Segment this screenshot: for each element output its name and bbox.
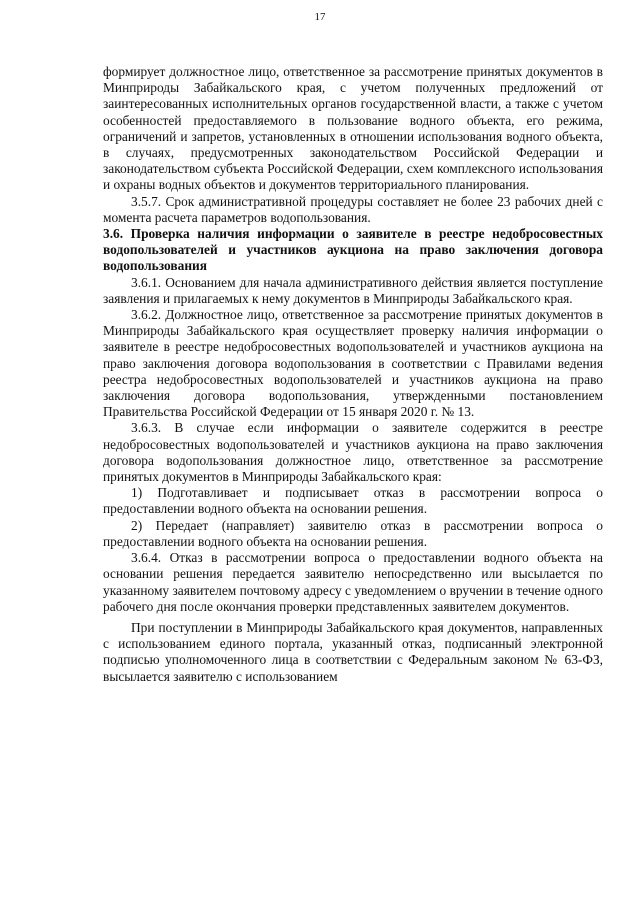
section-heading-3-6: 3.6. Проверка наличия информации о заявителе в реестре недобросовестных водопользователей и участников аукциона на право заключения договора водопользования <box>103 226 603 274</box>
list-item-1: 1) Подготавливает и подписывает отказ в рассмотрении вопроса о предоставлении водного объекта на основании решения. <box>103 485 603 517</box>
paragraph-continuation: формирует должностное лицо, ответственное за рассмотрение принятых документов в Минприроды Забайкальского края, с учетом полученных предложений от заинтересованных исполнительных органов государственной власти, а также с учетом особенностей предоставляемого в пользование водного объекта, его режима, ограничений и запретов, установленных в отношении использования водного объекта, в случаях, предусмотренных законодательством Российской Федерации и законодательством субъекта Российской Федерации, схем комплексного использования и охраны водных объектов и документов территориального планирования. <box>103 64 603 193</box>
document-body <box>103 64 603 685</box>
page-number: 17 <box>314 11 326 23</box>
paragraph-3-5-7: 3.5.7. Срок административной процедуры составляет не более 23 рабочих дней с момента расчета параметров водопользования. <box>103 193 603 225</box>
paragraph-portal-submission: При поступлении в Минприроды Забайкальского края документов, направленных с использованием единого портала, указанный отказ, подписанный электронной подписью уполномоченного лица в соответствии с Федеральным законом № 63-ФЗ, высылается заявителю с использованием <box>103 619 603 684</box>
paragraph-3-6-4: 3.6.4. Отказ в рассмотрении вопроса о предоставлении водного объекта на основании решения передается заявителю непосредственно или высылается по указанному заявителем почтовому адресу с уведомлением о вручении в течение одного рабочего дня после окончания проверки представленных заявителем документов. <box>103 550 603 614</box>
list-item-2: 2) Передает (направляет) заявителю отказ в рассмотрении вопроса о предоставлении водного объекта на основании решения. <box>103 517 603 549</box>
paragraph-3-6-1: 3.6.1. Основанием для начала административного действия является поступление заявления и прилагаемых к нему документов в Минприроды Забайкальского края. <box>103 274 603 306</box>
paragraph-3-6-3: 3.6.3. В случае если информации о заявителе содержится в реестре недобросовестных водопользователей и участников аукциона на право заключения договора водопользования должностное лицо, ответственное за рассмотрение принятых документов в Минприроды Забайкальского края: <box>103 420 603 485</box>
paragraph-3-6-2: 3.6.2. Должностное лицо, ответственное за рассмотрение принятых документов в Минприроды Забайкальского края осуществляет проверку наличия информации о заявителе в реестре недобросовестных водопользователей и участников аукциона на право заключения договора водопользования в соответствии с Правилами ведения реестра недобросовестных водопользователей и участников аукциона на право заключения договора водопользования, утвержденными постановлением Правительства Российской Федерации от 15 января 2020 г. № 13. <box>103 307 603 420</box>
